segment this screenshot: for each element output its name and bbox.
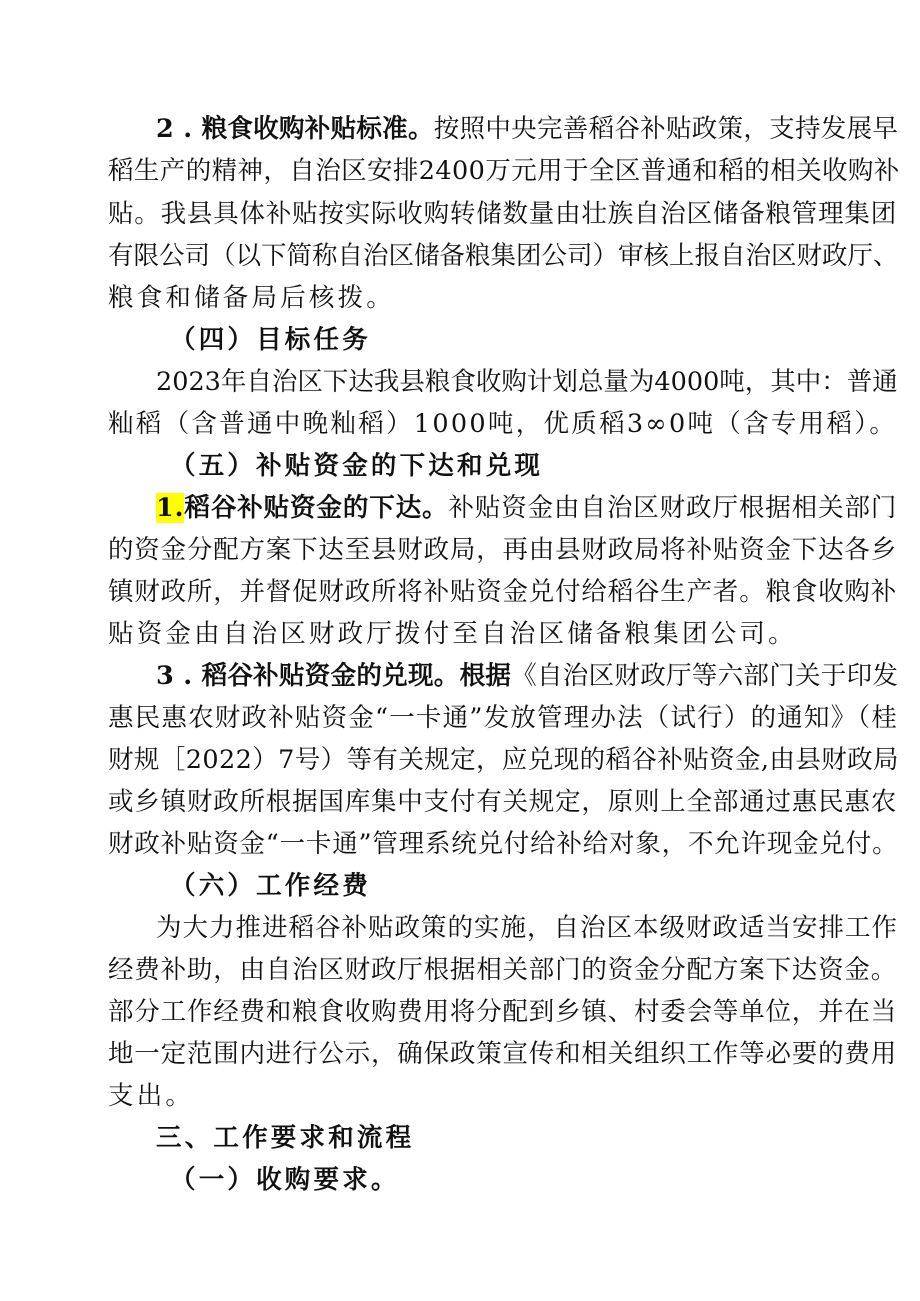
paragraph-line: 贴资金由自治区财政厅拨付至自治区储备粮集团公司。: [108, 619, 797, 649]
paragraph-line: 支出。: [108, 1081, 195, 1111]
paragraph-line: 地一定范围内进行公示，确保政策宣传和相关组织工作等必要的费用: [108, 1039, 898, 1069]
item-lead: 3 . 稻谷补贴资金的兑现。根据: [156, 661, 512, 691]
paragraph-line: 贴。我县具体补贴按实际收购转储数量由壮族自治区储备粮管理集团: [108, 199, 898, 229]
highlighted-number: 1.: [156, 493, 185, 523]
section-heading: （五）补贴资金的下达和兑现: [170, 451, 544, 481]
paragraph-line: 为大力推进稻谷补贴政策的实施，自治区本级财政适当安排工作: [156, 913, 899, 943]
section-heading: 三、工作要求和流程: [156, 1123, 415, 1153]
paragraph-line: 部分工作经费和粮食收购费用将分配到乡镇、村委会等单位，并在当: [108, 997, 898, 1027]
item-lead: 2 . 粮食收购补贴标准。: [156, 114, 434, 144]
paragraph-line: 2023年自治区下达我县粮食收购计划总量为4000吨，其中：普通: [156, 367, 898, 397]
paragraph-line: 或乡镇财政所根据国库集中支付有关规定，原则上全部通过惠民惠农: [108, 787, 898, 817]
paragraph-line: 稻生产的精神，自治区安排2400万元用于全区普通和稻的相关收购补: [108, 156, 900, 186]
paragraph-line: 的资金分配方案下达至县财政局，再由县财政局将补贴资金下达各乡: [108, 535, 898, 565]
paragraph-line: 财规［2022）7号）等有关规定，应兑现的稻谷补贴资金,由县财政局: [108, 745, 899, 775]
paragraph-text: 按照中央完善稻谷补贴政策，支持发展早: [433, 114, 899, 144]
section-heading: （六）工作经费: [170, 871, 371, 901]
paragraph-line: [156, 114, 898, 144]
item-lead: 稻谷补贴资金的下达。: [184, 493, 449, 523]
paragraph-line: [156, 661, 898, 691]
section-heading: （四）目标任务: [170, 325, 371, 355]
paragraph-line: 有限公司（以下简称自治区储备粮集团公司）审核上报自治区财政厅、: [108, 241, 899, 271]
paragraph-line: 镇财政所，并督促财政所将补贴资金兑付给稻谷生产者。粮食收购补: [108, 577, 898, 607]
paragraph-line: 经费补助，由自治区财政厅根据相关部门的资金分配方案下达资金。: [108, 955, 898, 985]
paragraph-line: 财政补贴资金“一卡通”管理系统兑付给补给对象，不允许现金兑付。: [108, 829, 899, 859]
paragraph-line: 籼稻（含普通中晚籼稻）1000吨，优质稻3∞0吨（含专用稻）。: [108, 409, 898, 439]
section-heading: （一）收购要求。: [170, 1165, 400, 1195]
paragraph-text: 补贴资金由自治区财政厅根据相关部门: [448, 493, 898, 523]
paragraph-text: 《自治区财政厅等六部门关于印发: [511, 661, 899, 691]
paragraph-line: 惠民惠农财政补贴资金“一卡通”发放管理办法（试行）的通知》（桂: [108, 703, 899, 733]
paragraph-line: 粮食和储备局后核拨。: [108, 283, 396, 313]
paragraph-line: [156, 493, 897, 523]
